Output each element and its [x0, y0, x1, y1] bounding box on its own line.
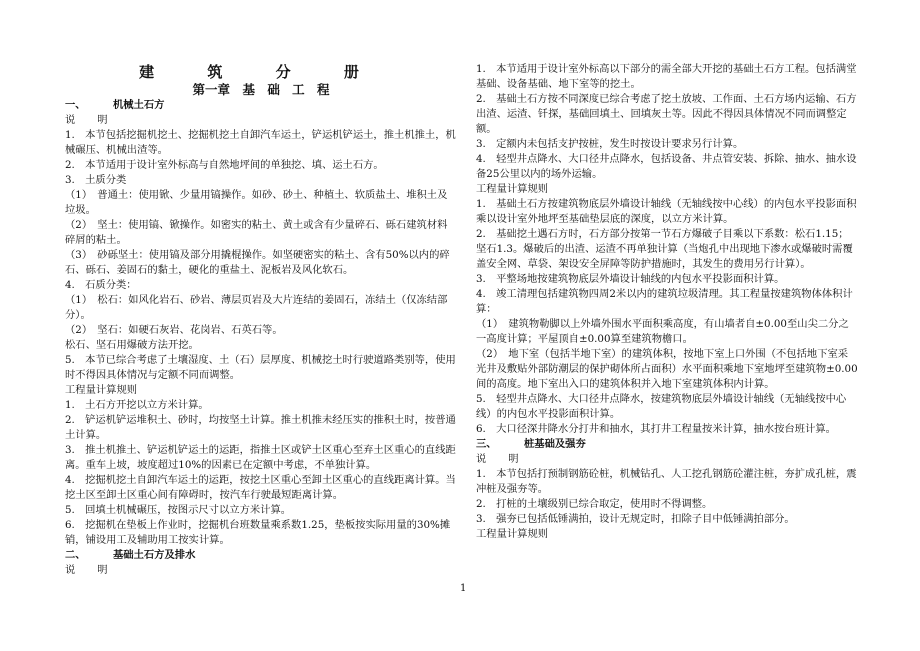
paragraph: （2） 坚土：使用镐、锨操作。如密实的粘土、黄土或含有少量碎石、砾石建筑材料碎屑的粘土。 — [65, 219, 448, 246]
paragraph: 2. 本节适用于设计室外标高与自然地坪间的单独挖、填、运土石方。 — [65, 159, 384, 171]
paragraph: 2. 基础挖土遇石方时，石方部分按第一节石方爆破子目乘以下系数：松石1.15；坚石1.3。爆破后的出渣、运渣不再单独计算（当炮孔中出现地下渗水或爆破时需覆盖安全网、草袋、架设安全屏障等防护措施时，其发生的费用另行计算）。 — [476, 228, 853, 270]
chapter-title: 第一章 基 础 工 程 — [192, 82, 330, 97]
left-column — [65, 98, 457, 578]
paragraph: 松石、坚石用爆破方法开挖。 — [65, 339, 199, 351]
paragraph: （1） 普通土：使用锨、少量用镐操作。如砂、砂土、种植土、软质盐土、堆积土及垃圾。 — [65, 189, 448, 216]
section-title: 基础土石方及排水 — [113, 549, 196, 561]
paragraph: 5. 回填土机械碾压，按图示尺寸以立方米计算。 — [65, 504, 292, 516]
section-title: 机械土石方 — [113, 99, 165, 111]
paragraph: 5. 本节已综合考虑了土壤湿度、土（石）层厚度、机械挖土时行驶道路类别等，使用时不得因具体情况与定额不同而调整。 — [65, 354, 456, 381]
paragraph: 2. 基础土石方按不同深度已综合考虑了挖土放坡、工作面、土石方场内运输、石方出渣、运渣、钎探，基础回填土、回填灰土等。因此不得因具体情况不同而调整定额。 — [476, 93, 857, 135]
subheading-rules: 工程量计算规则 — [476, 183, 549, 195]
paragraph: 1. 本节包括打预制钢筋砼桩，机械钻孔、人工挖孔钢筋砼灌注桩，夯扩成孔桩，震冲桩及强夯等。 — [476, 468, 857, 495]
paragraph: 6. 大口径深井降水分打井和抽水，其打井工程量按米计算，抽水按台班计算。 — [476, 423, 836, 435]
page-number: 1 — [460, 583, 467, 594]
paragraph: 3. 强夯已包括低锤满拍，设计无规定时，扣除子目中低锤满拍部分。 — [476, 513, 795, 525]
paragraph: 1. 基础土石方按建筑物底层外墙设计轴线（无轴线按中心线）的内包水平投影面积乘以设计室外地坪至基础垫层底的深度，以立方米计算。 — [476, 198, 857, 225]
section-title: 桩基础及强夯 — [524, 438, 586, 450]
subheading-explanation: 说明 — [476, 453, 541, 465]
section-number: 二、 — [65, 549, 86, 561]
document-title: 建 筑 分 册 — [139, 63, 383, 81]
section-heading-2 — [65, 548, 457, 563]
subheading-explanation: 说明 — [65, 114, 130, 126]
paragraph: 5. 轻型井点降水、大口径井点降水，按建筑物底层外墙设计轴线（无轴线按中心线）的内包水平投影面积计算。 — [476, 393, 847, 420]
subheading-rules: 工程量计算规则 — [476, 528, 549, 540]
paragraph: 3. 平整场地按建筑物底层外墙设计轴线的内包水平投影面积计算。 — [476, 273, 785, 285]
paragraph: 4. 轻型井点降水、大口径井点降水，包括设备、井点管安装、拆除、抽水、抽水设备25公里以内的场外运输。 — [476, 153, 857, 180]
paragraph: （1） 建筑物勒脚以上外墙外围水平面积乘高度，有山墙者自±0.00至山尖二分之一高度计算；平屋顶自±0.00算至建筑物檐口。 — [476, 318, 849, 345]
subheading-explanation: 说明 — [65, 564, 130, 576]
subheading-rules: 工程量计算规则 — [65, 384, 138, 396]
paragraph: 4. 石质分类： — [65, 279, 137, 291]
paragraph: （3） 砂砾坚土：使用镐及部分用撬棍操作。如坚硬密实的粘土、含有50%以内的碎石、砾石、姜固石的黏土，硬化的重盐土、泥板岩及风化软石。 — [65, 249, 450, 276]
paragraph: 1. 土石方开挖以立方米计算。 — [65, 399, 209, 411]
paragraph: 3. 定额内未包括支护按桩，发生时按设计要求另行计算。 — [476, 138, 744, 150]
paragraph: 2. 打桩的土壤级别已综合取定，使用时不得调整。 — [476, 498, 713, 510]
paragraph: （2） 坚石：如硬石灰岩、花岗岩、石英石等。 — [65, 324, 283, 336]
right-column — [476, 62, 858, 542]
paragraph: （1） 松石：如风化岩石、砂岩、薄层页岩及大片连结的姜固石，冻结土（仅冻结部分）。 — [65, 294, 448, 321]
paragraph: 3. 土质分类 — [65, 174, 127, 186]
paragraph: （2） 地下室（包括半地下室）的建筑体积，按地下室上口外围（不包括地下室采光井及敷贴外部防潮层的保护砌体所占面积）水平面积乘地下室地坪至建筑物±0.00间的高度。地下室出入口的建筑体积并入地下室建筑体积内计算。 — [476, 348, 858, 390]
section-heading-3 — [476, 437, 858, 452]
paragraph: 4. 挖掘机挖土自卸汽车运土的运距，按挖土区重心至卸土区重心的直线距离计算。当挖土区至卸土区重心间有障碍时，按汽车行驶最短距离计算。 — [65, 474, 456, 501]
paragraph: 3. 推土机推土、铲运机铲运土的运距，指推土区或铲土区重心至弃土区重心的直线距离。重车上坡，坡度超过10%的因素已在定额中考虑，不单独计算。 — [65, 444, 456, 471]
paragraph: 6. 挖掘机在垫板上作业时，挖掘机台班数量乘系数1.25，垫板按实际用量的30%摊销，铺设用工及辅助用工按实计算。 — [65, 519, 451, 546]
section-number: 一、 — [65, 99, 86, 111]
section-heading-1 — [65, 98, 457, 113]
paragraph: 1. 本节适用于设计室外标高以下部分的需全部大开挖的基础土石方工程。包括满堂基础、设备基础、地下室等的挖土。 — [476, 63, 857, 90]
paragraph: 2. 铲运机铲运堆积土、砂时，均按坚土计算。推土机推未经压实的推积土时，按普通土计算。 — [65, 414, 456, 441]
paragraph: 1. 本节包括挖掘机挖土、挖掘机挖土自卸汽车运土，铲运机铲运土，推土机推土，机械碾压、机械出渣等。 — [65, 129, 456, 156]
paragraph: 4. 竣工清理包括建筑物四周2米以内的建筑垃圾清理。其工程量按建筑物体体积计算： — [476, 288, 853, 315]
section-number: 三、 — [476, 438, 497, 450]
